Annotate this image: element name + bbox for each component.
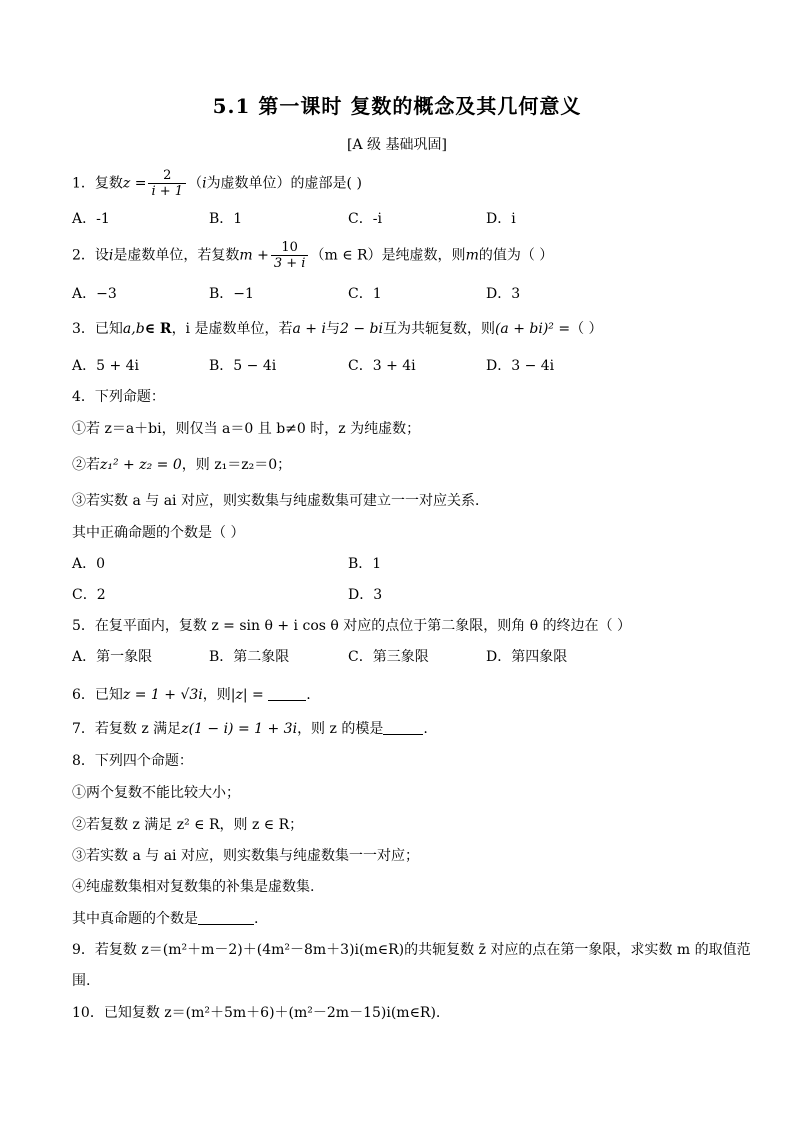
question-8-item-2: ②若复数 z 满足 z² ∈ R，则 z ∈ R； [72, 817, 304, 833]
question-8-question: 其中真命题的个数是 . [72, 911, 259, 927]
question-2-stem: 2．设i是虚数单位，若复数m + $\frac{10}{3 + i}$ （m ∈ R）是纯虚数，则m的值为（ ） [72, 240, 554, 271]
question-4-item-2: ②若z₁² + z₂ = 0，则 z₁＝z₂＝0； [72, 457, 292, 473]
question-8-item-3: ③若实数 a 与 ai 对应，则实数集与纯虚数集一一对应； [72, 848, 419, 864]
question-8-item-4: ④纯虚数集相对复数集的补集是虚数集. [72, 879, 315, 895]
question-4-item-3: ③若实数 a 与 ai 对应，则实数集与纯虚数集可建立一一对应关系． [72, 493, 489, 509]
answer-blank[interactable] [268, 700, 306, 701]
option-b[interactable]: B．−1 [209, 286, 254, 302]
fraction: $\frac{10}{3 + i}$ [271, 240, 309, 271]
option-d[interactable]: D．3 [486, 286, 521, 302]
question-8-stem: 8．下列四个命题： [72, 753, 193, 769]
question-4-item-1: ①若 z＝a＋bi，则仅当 a＝0 且 b≠0 时，z 为纯虚数； [72, 421, 421, 437]
option-b[interactable]: B．1 [209, 211, 243, 227]
question-6-stem: 6．已知z = 1 + √3i，则|z| = . [72, 687, 311, 703]
option-d[interactable]: D．第四象限 [486, 649, 568, 665]
option-c[interactable]: C．2 [72, 587, 106, 603]
option-a[interactable]: A．第一象限 [72, 649, 153, 665]
option-b[interactable]: B．1 [348, 556, 382, 572]
question-3-stem: 3．已知a,b∈ R，i 是虚数单位，若a + i与2 − bi互为共轭复数，则(a + bi)² =（ ） [72, 321, 603, 337]
page-title: 5.1 第一课时 复数的概念及其几何意义 [212, 94, 582, 118]
question-7-stem: 7．若复数 z 满足z(1 − i) = 1 + 3i，则 z 的模是 . [72, 721, 428, 737]
option-a[interactable]: A．5 + 4i [72, 358, 140, 374]
option-b[interactable]: B．5 − 4i [209, 358, 277, 374]
question-9-line-2: 围. [72, 973, 91, 989]
option-c[interactable]: C．第三象限 [348, 649, 429, 665]
option-a[interactable]: A．−3 [72, 286, 117, 302]
option-d[interactable]: D．3 − 4i [486, 358, 555, 374]
question-4-question: 其中正确命题的个数是（ ） [72, 525, 245, 541]
answer-blank[interactable] [383, 734, 423, 735]
question-8-item-1: ①两个复数不能比较大小； [72, 785, 240, 801]
question-10-line-1: 10．已知复数 z＝(m²＋5m＋6)＋(m²－2m－15)i(m∈R). [72, 1005, 441, 1021]
question-4-stem: 4．下列命题： [72, 389, 165, 405]
option-a[interactable]: A．-1 [72, 211, 110, 227]
fraction: $\frac{2}{i + 1}$ [148, 168, 186, 199]
option-c[interactable]: C．3 + 4i [348, 358, 416, 374]
option-c[interactable]: C．1 [348, 286, 382, 302]
question-1-stem: 1．复数z = $\frac{2}{i + 1}$ （i为虚数单位）的虚部是( ) [72, 168, 362, 199]
option-a[interactable]: A．0 [72, 556, 106, 572]
option-c[interactable]: C．-i [348, 211, 382, 227]
section-subtitle: [A 级 基础巩固] [347, 137, 447, 153]
question-5-stem: 5．在复平面内，复数 z = sin θ + i cos θ 对应的点位于第二象限，则角 θ 的终边在（ ） [72, 618, 632, 634]
question-9-line-1: 9．若复数 z＝(m²＋m－2)＋(4m²－8m＋3)i(m∈R)的共轭复数 z̄ 对应的点在第一象限，求实数 m 的取值范 [72, 942, 751, 958]
option-b[interactable]: B．第二象限 [209, 649, 290, 665]
answer-blank[interactable] [198, 924, 254, 925]
option-d[interactable]: D．3 [348, 587, 383, 603]
option-d[interactable]: D．i [486, 211, 516, 227]
